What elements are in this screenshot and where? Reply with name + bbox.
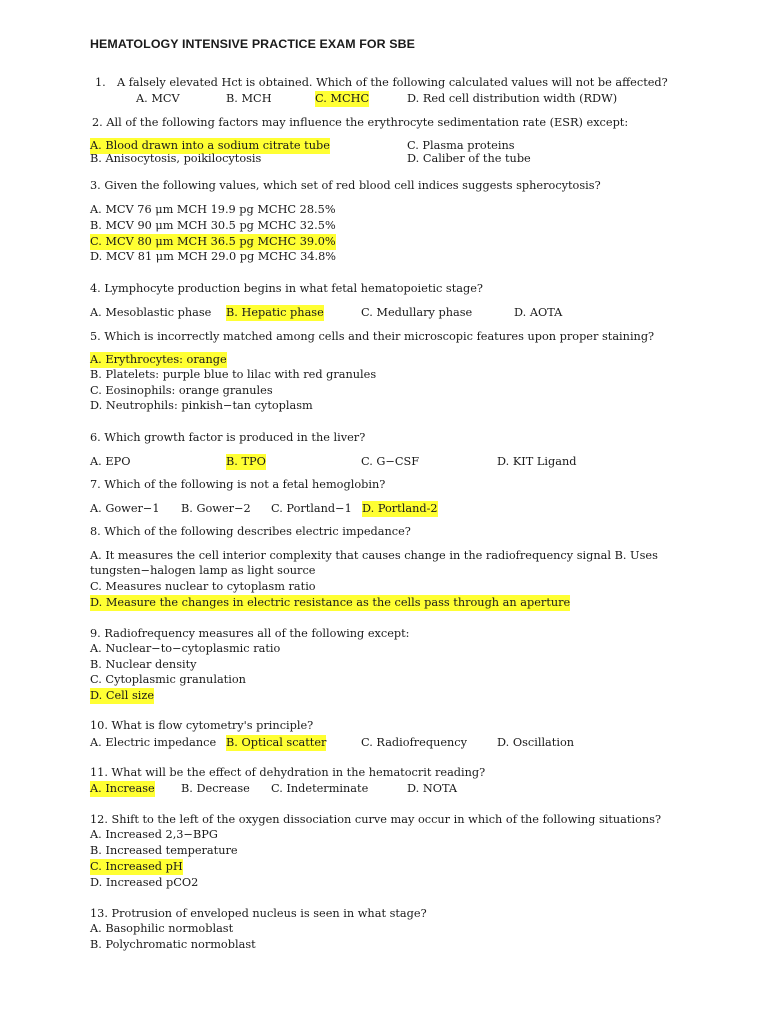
q4-option-c: C. Medullary phase	[361, 306, 473, 319]
q12-option-d: D. Increased pCO2	[90, 876, 199, 889]
q3-option-b: B. MCV 90 μm MCH 30.5 pg MCHC 32.5%	[90, 219, 336, 232]
q4-option-b-answer: B. Hepatic phase	[226, 306, 324, 319]
q3-question: 3. Given the following values, which set of red blood cell indices suggests spherocytosis?	[90, 179, 601, 192]
q7-question: 7. Which of the following is not a fetal hemoglobin?	[90, 478, 386, 491]
q3-option-c-answer: C. MCV 80 μm MCH 36.5 pg MCHC 39.0%	[90, 235, 336, 248]
q10-option-a: A. Electric impedance	[90, 736, 217, 749]
q9-option-a: A. Nuclear−to−cytoplasmic ratio	[90, 642, 281, 655]
q10-option-b-answer: B. Optical scatter	[226, 736, 327, 749]
q6-question: 6. Which growth factor is produced in the liver?	[90, 431, 366, 444]
q4-question: 4. Lymphocyte production begins in what fetal hematopoietic stage?	[90, 282, 483, 295]
q11-option-d: D. NOTA	[407, 782, 458, 795]
q6-option-c: C. G−CSF	[361, 455, 420, 468]
q13-question: 13. Protrusion of enveloped nucleus is seen in what stage?	[90, 907, 427, 920]
q5-option-c: C. Eosinophils: orange granules	[90, 384, 273, 397]
q2-option-b: B. Anisocytosis, poikilocytosis	[90, 152, 262, 165]
q2-option-a-answer: A. Blood drawn into a sodium citrate tube	[90, 139, 330, 152]
q2-option-d: D. Caliber of the tube	[407, 152, 531, 165]
q8-question: 8. Which of the following describes electric impedance?	[90, 525, 411, 538]
page-title: HEMATOLOGY INTENSIVE PRACTICE EXAM FOR SBE	[90, 37, 416, 51]
q13-option-a: A. Basophilic normoblast	[90, 922, 234, 935]
q10-question: 10. What is flow cytometry's principle?	[90, 719, 314, 732]
q9-option-b: B. Nuclear density	[90, 658, 197, 671]
q12-question: 12. Shift to the left of the oxygen dissociation curve may occur in which of the following situations?	[90, 813, 662, 826]
q4-option-a: A. Mesoblastic phase	[90, 306, 212, 319]
q5-option-d: D. Neutrophils: pinkish−tan cytoplasm	[90, 399, 313, 412]
q10-option-c: C. Radiofrequency	[361, 736, 468, 749]
q8-option-d-answer: D. Measure the changes in electric resistance as the cells pass through an aperture	[90, 596, 571, 609]
q5-option-a-answer: A. Erythrocytes: orange	[90, 353, 227, 366]
q10-option-d: D. Oscillation	[497, 736, 575, 749]
q1-question: A falsely elevated Hct is obtained. Which of the following calculated values will not be affected?	[117, 76, 668, 89]
q8-option-a-line1: A. It measures the cell interior complexity that causes change in the radiofrequency signal B. Uses	[90, 549, 658, 562]
q11-option-a-answer: A. Increase	[90, 782, 155, 795]
q7-option-d-answer: D. Portland-2	[362, 502, 438, 515]
q2-option-c: C. Plasma proteins	[407, 139, 515, 152]
q6-option-d: D. KIT Ligand	[497, 455, 577, 468]
q11-option-c: C. Indeterminate	[271, 782, 369, 795]
q11-option-b: B. Decrease	[181, 782, 250, 795]
q6-option-b-answer: B. TPO	[226, 455, 266, 468]
q7-option-b: B. Gower−2	[181, 502, 251, 515]
q12-option-b: B. Increased temperature	[90, 844, 238, 857]
q9-question: 9. Radiofrequency measures all of the following except:	[90, 627, 410, 640]
q1-number: 1.	[95, 76, 106, 89]
q4-option-d: D. AOTA	[514, 306, 563, 319]
q6-option-a: A. EPO	[90, 455, 131, 468]
q13-option-b: B. Polychromatic normoblast	[90, 938, 256, 951]
q12-option-c-answer: C. Increased pH	[90, 860, 183, 873]
q7-option-c: C. Portland−1	[271, 502, 352, 515]
q5-question: 5. Which is incorrectly matched among cells and their microscopic features upon proper staining?	[90, 330, 655, 343]
q1-option-c-answer: C. MCHC	[315, 92, 370, 105]
q1-option-b: B. MCH	[226, 92, 272, 105]
q8-option-a-line2: tungsten−halogen lamp as light source	[90, 564, 316, 577]
q7-option-a: A. Gower−1	[90, 502, 160, 515]
q9-option-d-answer: D. Cell size	[90, 689, 155, 702]
q9-option-c: C. Cytoplasmic granulation	[90, 673, 246, 686]
q8-option-c: C. Measures nuclear to cytoplasm ratio	[90, 580, 316, 593]
q3-option-d: D. MCV 81 μm MCH 29.0 pg MCHC 34.8%	[90, 250, 337, 263]
q12-option-a: A. Increased 2,3−BPG	[90, 828, 218, 841]
q1-option-a: A. MCV	[136, 92, 180, 105]
q3-option-a: A. MCV 76 μm MCH 19.9 pg MCHC 28.5%	[90, 203, 336, 216]
q5-option-b: B. Platelets: purple blue to lilac with red granules	[90, 368, 377, 381]
q11-question: 11. What will be the effect of dehydration in the hematocrit reading?	[90, 766, 486, 779]
q1-option-d: D. Red cell distribution width (RDW)	[407, 92, 618, 105]
q2-question: 2. All of the following factors may influence the erythrocyte sedimentation rate (ESR) except:	[92, 116, 629, 129]
